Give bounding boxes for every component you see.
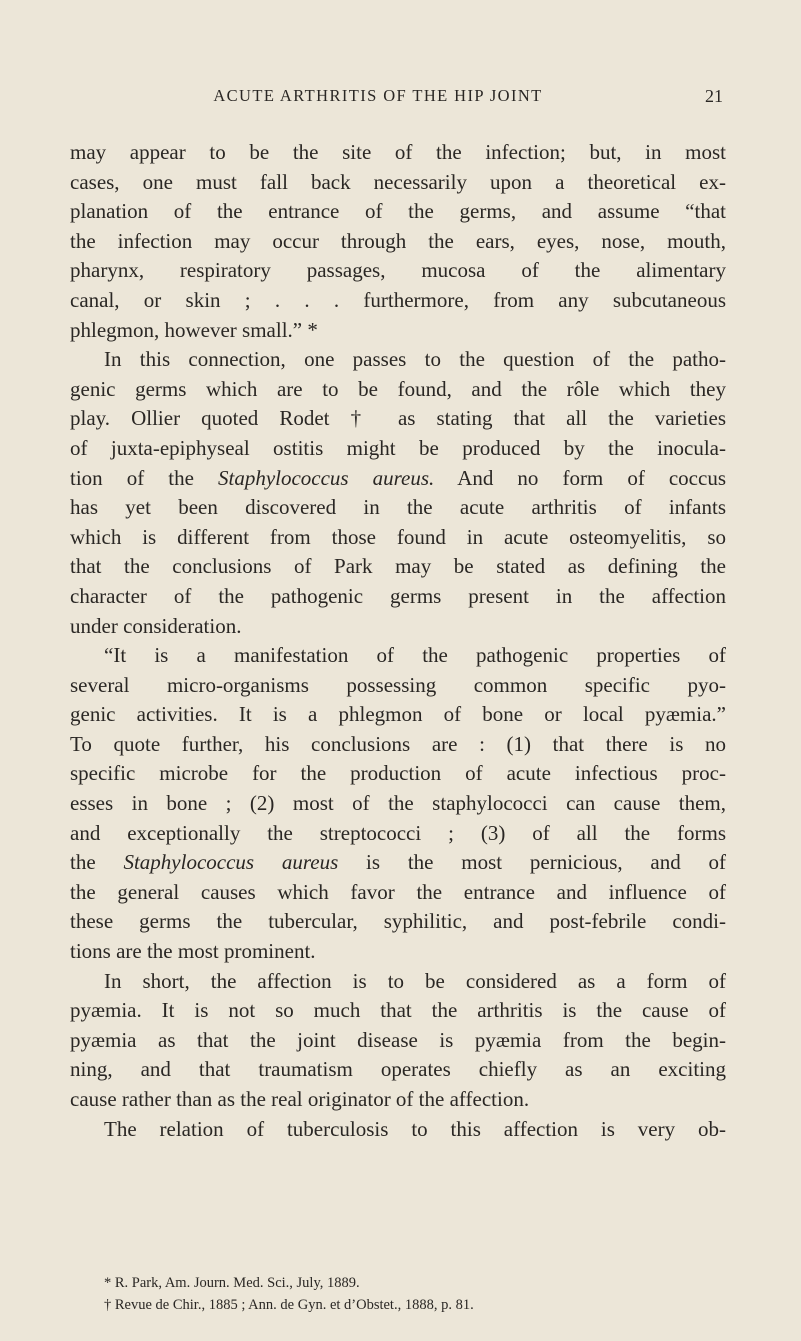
text-fragment: the [70,850,96,875]
text-line: In short, the affection is to be considered as a form of [104,968,726,993]
text-line: genic germs which are to be found, and the rôle which they [70,376,726,401]
running-head [0,86,801,116]
text-line: that the conclusions of Park may be stated as defining the [70,554,726,579]
text-line: has yet been discovered in the acute arthritis of infants [70,495,726,520]
running-title: ACUTE ARTHRITIS OF THE HIP JOINT [213,86,543,105]
text-line: these germs the tubercular, syphilitic, and post-febrile condi- [70,909,726,934]
text-line: the general causes which favor the entrance and influence of [70,879,726,904]
text-line: specific microbe for the production of acute infectious proc- [70,761,726,786]
text-line: cause rather than as the real originator of the affection. [70,1087,530,1111]
text-line: play. Ollier quoted Rodet † as stating that all the varieties [70,406,726,431]
body-text [70,138,726,1144]
text-line: In this connection, one passes to the question of the patho- [104,347,726,372]
text-line [70,848,726,878]
text-fragment: And no form of coccus [457,465,726,490]
footnote: * R. Park, Am. Journ. Med. Sci., July, 1889. [104,1275,360,1291]
text-line: and exceptionally the streptococci ; (3) of all the forms [70,820,726,845]
text-line [70,464,726,494]
species-name: Staphylococcus aureus [123,850,339,875]
text-line: To quote further, his conclusions are : (1) that there is no [70,731,726,756]
page-number: 21 [705,86,723,106]
text-line: pharynx, respiratory passages, mucosa of the alimentary [70,258,726,283]
text-line: several micro-organisms possessing common specific pyo- [70,672,726,697]
text-line: “It is a manifestation of the pathogenic properties of [104,643,726,668]
footnote: † Revue de Chir., 1885 ; Ann. de Gyn. et d’Obstet., 1888, p. 81. [104,1297,474,1313]
text-line: phlegmon, however small.” * [70,317,318,342]
text-line: cases, one must fall back necessarily upon a theoretical ex- [70,169,726,194]
text-line: pyæmia. It is not so much that the arthritis is the cause of [70,998,726,1023]
text-line: may appear to be the site of the infection; but, in most [70,140,726,164]
text-line: esses in bone ; (2) most of the staphylococci can cause them, [70,791,726,816]
text-line: of juxta-epiphyseal ostitis might be produced by the inocula- [70,435,726,460]
text-line: canal, or skin ; . . . furthermore, from any subcutaneous [70,287,726,312]
text-line: planation of the entrance of the germs, and assume “that [70,199,726,224]
text-line: pyæmia as that the joint disease is pyæmia from the begin- [70,1027,726,1052]
species-name: Staphylococcus aureus. [217,465,435,490]
text-line: genic activities. It is a phlegmon of bone or local pyæmia.” [70,702,726,727]
text-fragment: tion of the [70,465,194,490]
text-line: character of the pathogenic germs present in the affection [70,583,726,608]
text-line: ning, and that traumatism operates chiefly as an exciting [70,1057,726,1082]
text-fragment: is the most pernicious, and of [366,850,727,875]
text-line: which is different from those found in acute osteomyelitis, so [70,524,726,549]
text-line: under consideration. [70,613,242,638]
text-line: The relation of tuberculosis to this affection is very ob- [104,1116,726,1141]
text-line: tions are the most prominent. [70,939,316,964]
text-line: the infection may occur through the ears, eyes, nose, mouth, [70,228,726,253]
footnotes [104,1272,724,1316]
